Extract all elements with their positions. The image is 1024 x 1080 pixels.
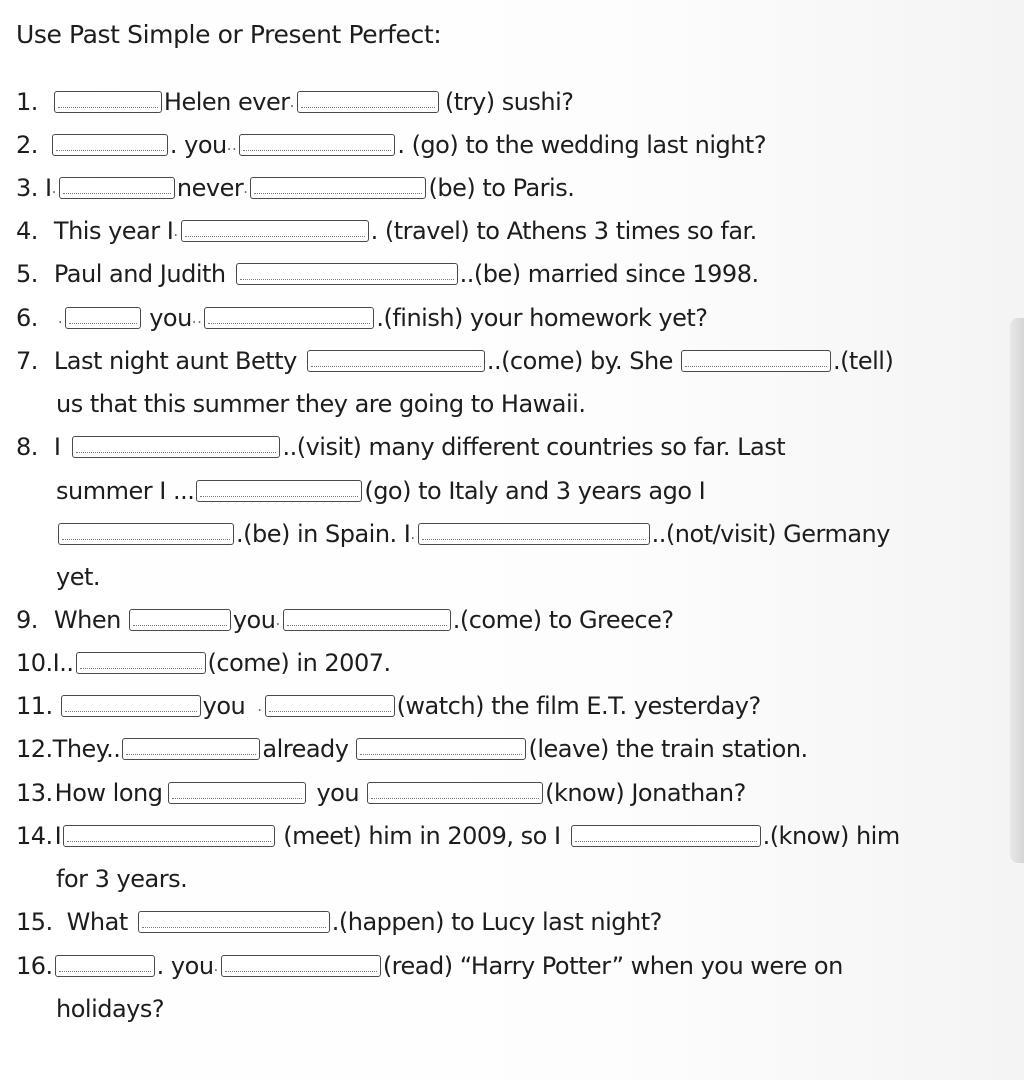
answer-blank[interactable] (52, 134, 168, 156)
exercise-text: ..(come) by. She (486, 347, 673, 375)
exercise-text: (watch) the film E.T. yesterday? (396, 692, 761, 720)
exercise-text: .(happen) to Lucy last night? (331, 908, 662, 936)
exercise-11 (16, 689, 761, 723)
exercise-16 (16, 949, 843, 983)
exercise-text: you (202, 692, 246, 720)
exercise-text: (leave) the train station. (528, 735, 808, 763)
answer-blank[interactable] (307, 350, 485, 372)
answer-blank[interactable] (63, 825, 275, 847)
exercise-text: When (53, 606, 121, 634)
exercise-12 (16, 732, 808, 766)
exercise-text: never (176, 174, 244, 202)
exercise-number: 10. (16, 649, 53, 677)
answer-blank[interactable] (59, 177, 175, 199)
answer-blank[interactable] (204, 307, 374, 329)
answer-blank[interactable] (196, 480, 362, 502)
exercise-text: (know) Jonathan? (545, 779, 746, 807)
dotted-leader: .. (226, 136, 238, 154)
exercise-number: 4. (16, 217, 38, 245)
exercise-text: ..(be) married since 1998. (459, 260, 759, 288)
exercise-16-continuation (56, 992, 164, 1026)
exercise-text: you (232, 606, 276, 634)
answer-blank[interactable] (55, 955, 155, 977)
exercise-text: How long (54, 779, 163, 807)
exercise-number: 3. I (16, 174, 52, 202)
exercise-text: I.. (52, 649, 74, 677)
exercise-4 (16, 214, 757, 248)
exercise-text: Helen ever (163, 88, 290, 116)
exercise-text: us that this summer they are going to Hawaii. (56, 390, 586, 418)
exercise-7 (16, 344, 893, 378)
answer-blank[interactable] (297, 91, 439, 113)
exercise-number: 6. (16, 304, 38, 332)
answer-blank[interactable] (181, 220, 369, 242)
answer-blank[interactable] (681, 350, 831, 372)
answer-blank[interactable] (122, 738, 260, 760)
answer-blank[interactable] (239, 134, 395, 156)
exercise-number: 7. (16, 347, 38, 375)
exercise-text: you (316, 779, 360, 807)
exercise-text: you (149, 304, 192, 332)
answer-blank[interactable] (138, 911, 330, 933)
exercise-text: . you (169, 131, 227, 159)
dotted-leader: . (410, 525, 416, 543)
scrollbar[interactable] (1010, 318, 1024, 863)
answer-blank[interactable] (54, 91, 162, 113)
exercise-text: .(be) in Spain. I (236, 520, 411, 548)
exercise-text: This year I (53, 217, 174, 245)
answer-blank[interactable] (76, 652, 206, 674)
exercise-text: already (262, 735, 349, 763)
answer-blank[interactable] (168, 782, 306, 804)
exercise-5 (16, 257, 759, 291)
dotted-leader: . (51, 179, 57, 197)
exercise-text: yet. (56, 563, 101, 591)
exercise-15 (16, 905, 662, 939)
exercise-3 (16, 171, 574, 205)
exercise-text: . you (156, 952, 214, 980)
answer-blank[interactable] (221, 955, 381, 977)
answer-blank[interactable] (418, 523, 650, 545)
exercise-13 (16, 776, 746, 810)
answer-blank[interactable] (250, 177, 426, 199)
dotted-leader: . (173, 222, 179, 240)
exercise-text: (try) sushi? (444, 88, 574, 116)
exercise-text: (meet) him in 2009, so I (283, 822, 561, 850)
answer-blank[interactable] (265, 695, 395, 717)
exercise-number: 16. (16, 952, 53, 980)
exercise-text: (go) to Italy and 3 years ago I (364, 477, 706, 505)
exercise-text: They.. (52, 735, 121, 763)
exercise-14-continuation (56, 862, 187, 896)
answer-blank[interactable] (129, 609, 231, 631)
exercise-8-continuation (56, 474, 705, 508)
dotted-leader: . (57, 309, 64, 327)
exercise-number: 1. (16, 88, 38, 116)
answer-blank[interactable] (72, 436, 280, 458)
answer-blank[interactable] (65, 307, 141, 329)
exercise-text: Last night aunt Betty (53, 347, 297, 375)
exercise-text: (come) in 2007. (207, 649, 391, 677)
exercise-number: 12. (16, 735, 53, 763)
exercise-text: for 3 years. (56, 865, 188, 893)
exercise-number: 13. (16, 779, 53, 807)
exercise-number: 5. (16, 260, 38, 288)
exercise-1 (16, 85, 574, 119)
exercise-number: 15. (16, 908, 53, 936)
exercise-text: . (travel) to Athens 3 times so far. (370, 217, 757, 245)
exercise-10 (16, 646, 391, 680)
exercise-text: .(know) him (762, 822, 900, 850)
dotted-leader: . (289, 93, 295, 111)
exercise-9 (16, 603, 674, 637)
dotted-leader: . (257, 697, 263, 715)
exercise-text: ..(not/visit) Germany (651, 520, 890, 548)
exercise-text: Paul and Judith (53, 260, 226, 288)
answer-blank[interactable] (236, 263, 458, 285)
exercise-text: (be) to Paris. (428, 174, 575, 202)
dotted-leader: .. (191, 309, 203, 327)
answer-blank[interactable] (283, 609, 451, 631)
exercise-text: (read) “Harry Potter” when you were on (382, 952, 843, 980)
exercise-number: 2. (16, 131, 38, 159)
exercise-2 (16, 128, 766, 162)
exercise-number: 11. (16, 692, 53, 720)
exercise-text: I (53, 433, 61, 461)
exercise-8-continuation (56, 560, 100, 594)
exercise-14 (16, 819, 900, 853)
answer-blank[interactable] (61, 695, 201, 717)
exercise-text: .(finish) your homework yet? (376, 304, 708, 332)
worksheet-title: Use Past Simple or Present Perfect: (16, 20, 442, 49)
exercise-number: 9. (16, 606, 38, 634)
exercise-text: ..(visit) many different countries so far. Last (282, 433, 786, 461)
exercise-text: summer I ... (56, 477, 195, 505)
exercise-text: holidays? (56, 995, 165, 1023)
exercise-8-continuation (56, 517, 890, 551)
dotted-leader: . (275, 611, 281, 629)
dotted-leader: . (213, 957, 219, 975)
exercise-number: 8. (16, 433, 38, 461)
dotted-leader: . (243, 179, 249, 197)
exercise-7-continuation (56, 387, 585, 421)
exercise-8 (16, 430, 785, 464)
answer-blank[interactable] (58, 523, 234, 545)
exercise-6 (16, 301, 708, 335)
answer-blank[interactable] (367, 782, 543, 804)
exercise-text: .(come) to Greece? (452, 606, 674, 634)
exercise-text: . (go) to the wedding last night? (397, 131, 767, 159)
exercise-number: 14. (16, 822, 53, 850)
exercise-text: .(tell) (832, 347, 894, 375)
exercise-text: What (66, 908, 128, 936)
answer-blank[interactable] (571, 825, 761, 847)
exercise-text: I (54, 822, 62, 850)
answer-blank[interactable] (356, 738, 526, 760)
